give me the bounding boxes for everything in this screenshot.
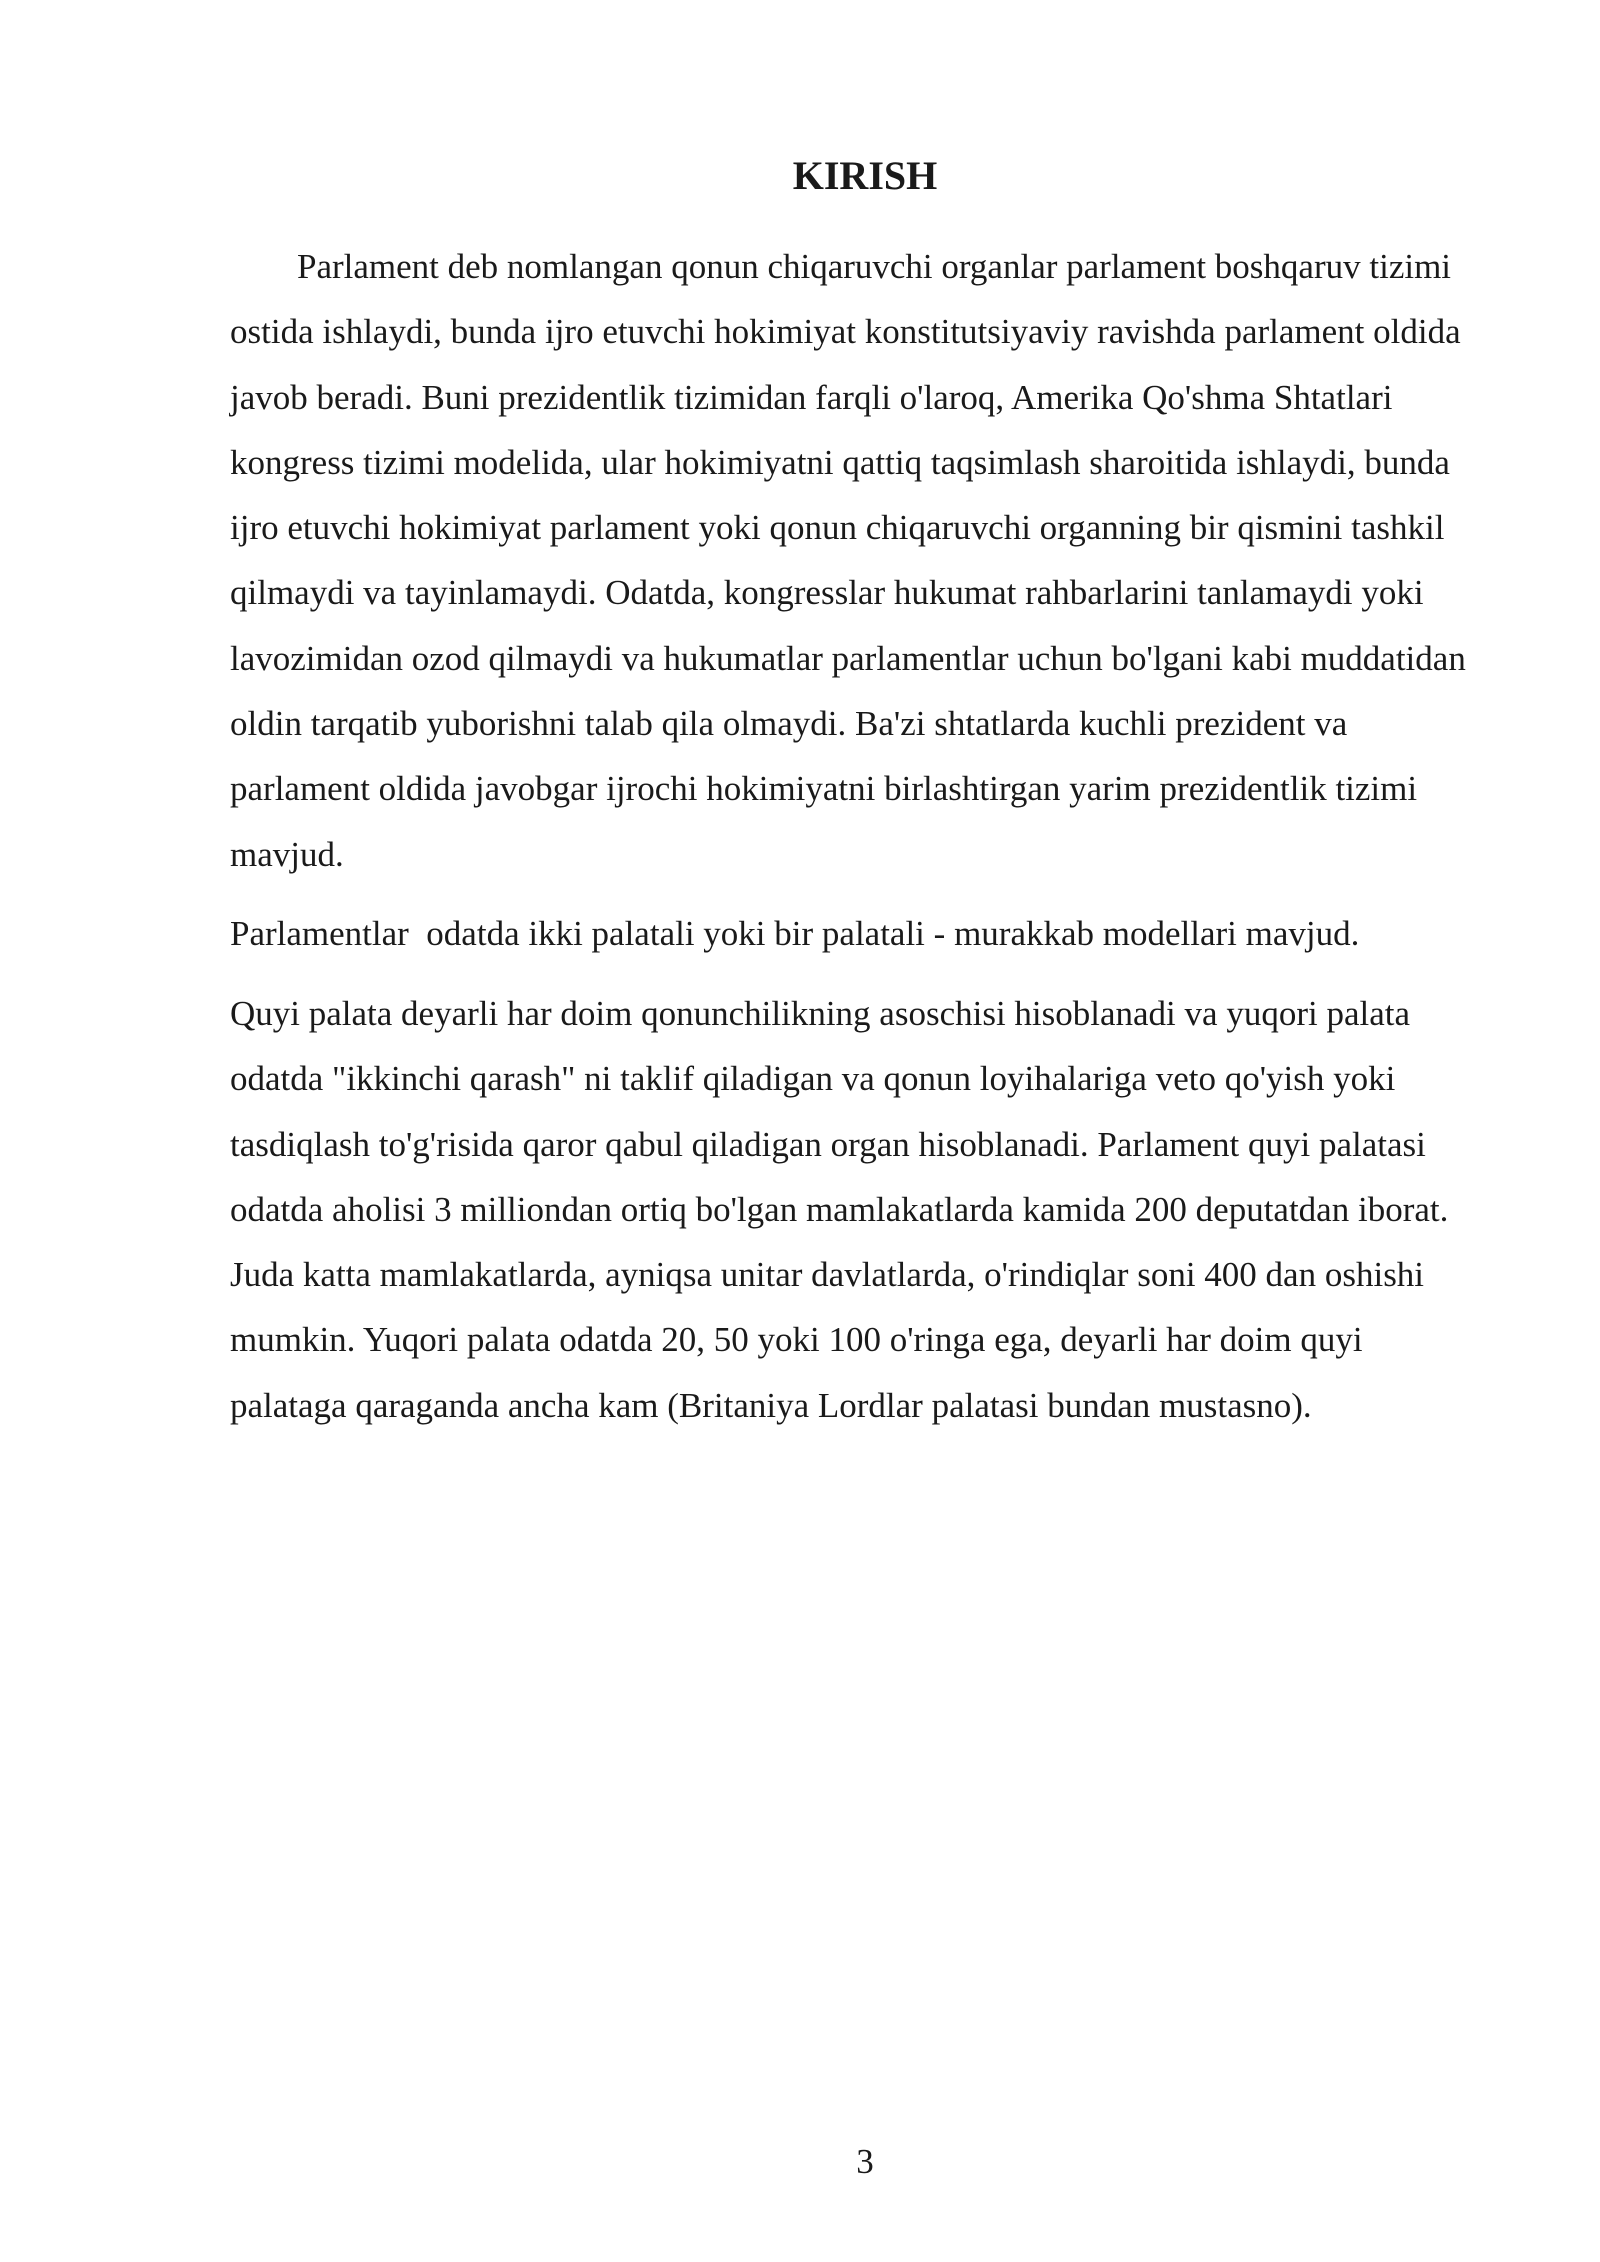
paragraph-chambers: Quyi palata deyarli har doim qonunchilikning asoschisi hisoblanadi va yuqori palata odatda "ikkinchi qarash" ni taklif qiladigan va qonun loyihalariga veto qo'yish yoki tasdiqlash to'g'risida qaror qabul qiladigan organ hisoblanadi. Parlament quyi palatasi odatda aholisi 3 milliondan ortiq bo'lgan mamlakatlarda kamida 200 deputatdan iborat. Juda katta mamlakatlarda, ayniqsa unitar davlatlarda, o'rindiqlar soni 400 dan oshishi mumkin. Yuqori palata odatda 20, 50 yoki 100 o'ringa ega, deyarli har doim quyi palataga qaraganda ancha kam (Britaniya Lordlar palatasi bundan mustasno). bbox=[230, 994, 1449, 1425]
paragraph-intro: Parlament deb nomlangan qonun chiqaruvchi organlar parlament boshqaruv tizimi ostida ishlaydi, bunda ijro etuvchi hokimiyat konstitutsiyaviy ravishda parlament oldida javob beradi. Buni prezidentlik tizimidan farqli o'laroq, Amerika Qo'shma Shtatlari kongress tizimi modelida, ular hokimiyatni qattiq taqsimlash sharoitida ishlaydi, bunda ijro etuvchi hokimiyat parlament yoki qonun chiqaruvchi organning bir qismini tashkil qilmaydi va tayinlamaydi. Odatda, kongresslar hukumat rahbarlarini tanlamaydi yoki lavozimidan ozod qilmaydi va hukumatlar parlamentlar uchun bo'lgani kabi muddatidan oldin tarqatib yuborishni talab qila olmaydi. Ba'zi shtatlarda kuchli prezident va parlament oldida javobgar ijrochi hokimiyatni birlashtirgan yarim prezidentlik tizimi mavjud. bbox=[230, 247, 1466, 874]
paragraph-chamber-models: Parlamentlar odatda ikki palatali yoki bir palatali - murakkab modellari mavjud. bbox=[230, 914, 1360, 953]
page-number: 3 bbox=[856, 2142, 874, 2181]
page-title: KIRISH bbox=[792, 153, 938, 198]
